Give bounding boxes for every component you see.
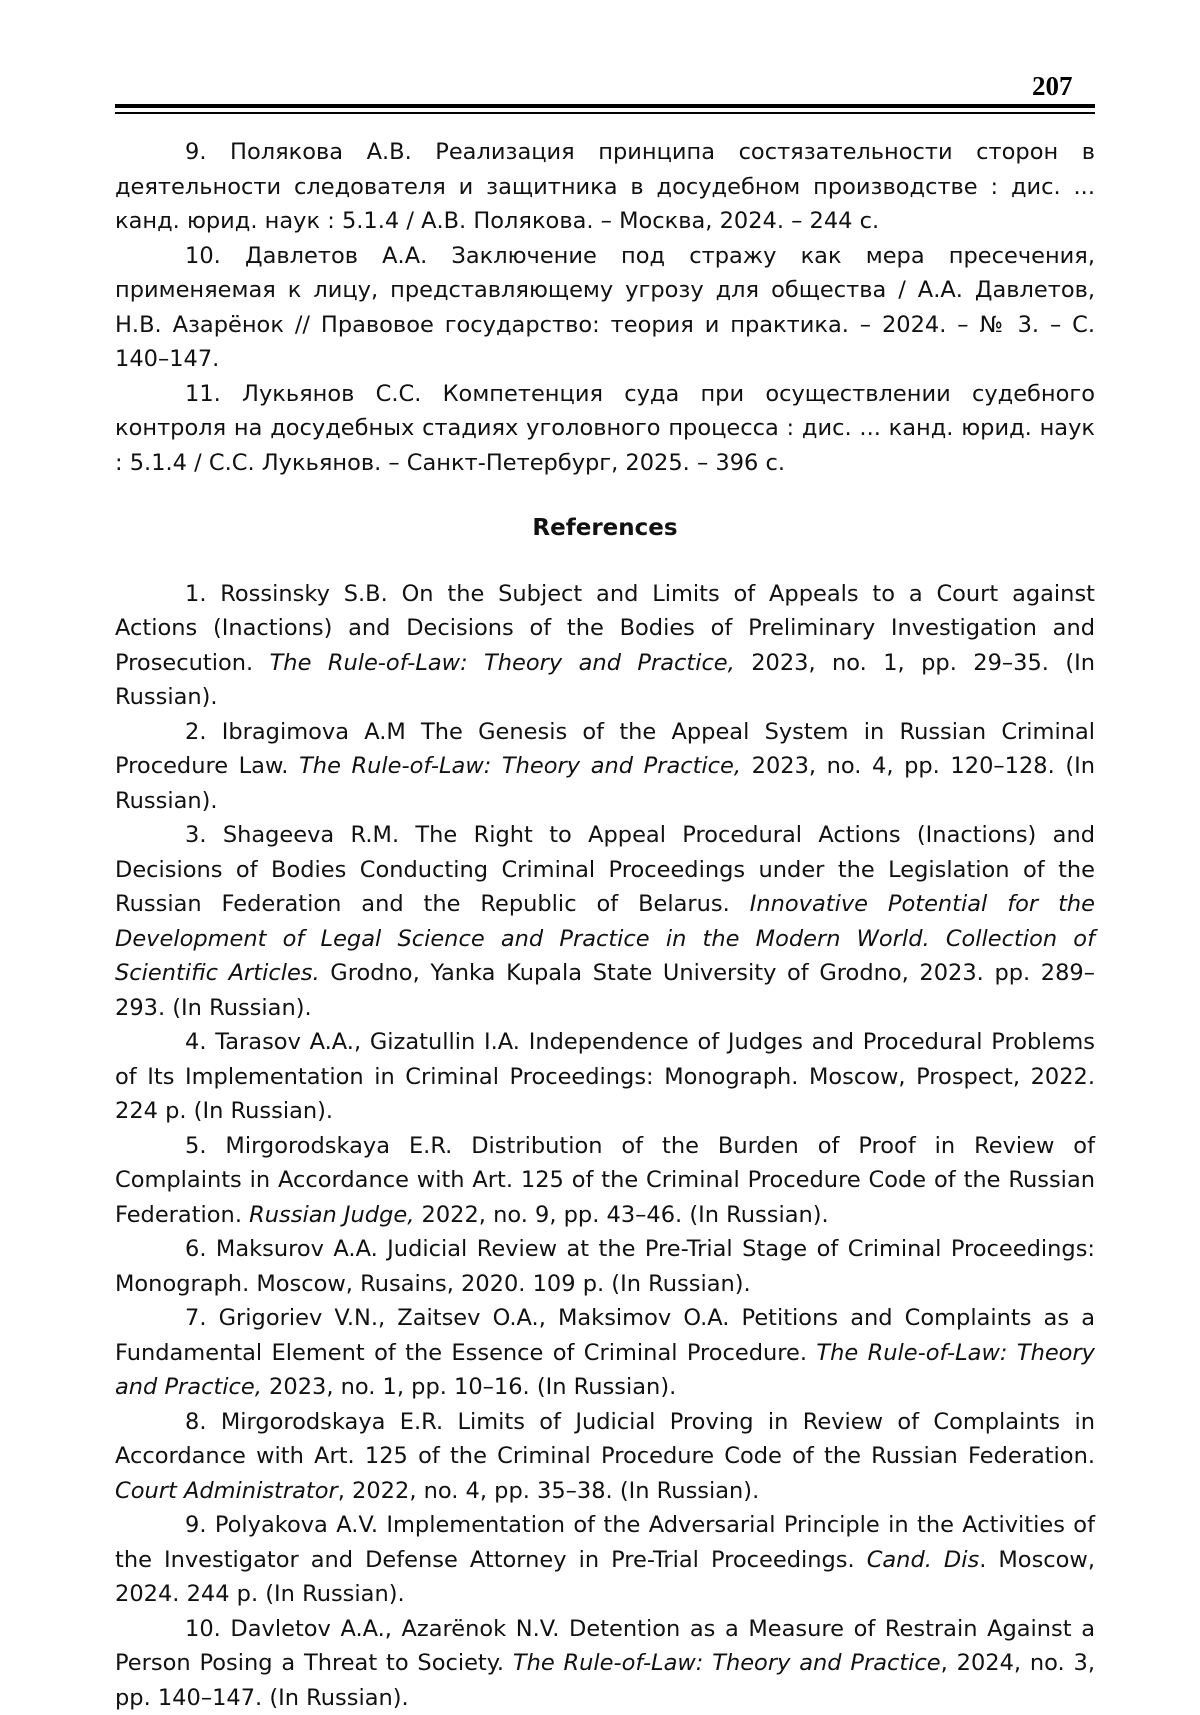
source-entry <box>115 239 1095 377</box>
reference-entry <box>115 577 1095 715</box>
entry-source-title: Innovative Potential for the Development of Legal Science and Practice in the Modern World. Collection of Scientific Articles. <box>115 891 1095 986</box>
reference-entry <box>115 1508 1095 1612</box>
russian-source-list <box>115 135 1095 480</box>
entry-source-title: Court Administrator <box>115 1478 338 1504</box>
entry-number: 3. <box>185 822 206 848</box>
reference-entry <box>115 1612 1095 1715</box>
entry-number: 7. <box>185 1305 206 1331</box>
header-rule-thin <box>115 112 1095 114</box>
entry-details: . Moscow, 2024. 244 p. (In Russian). <box>115 1547 1095 1608</box>
reference-entry <box>115 1301 1095 1405</box>
page-number: 207 <box>1032 70 1073 102</box>
entry-text: Mirgorodskaya E.R. Distribution of the Burden of Proof in Review of Complaints in Accordance with Art. 125 of the Criminal Procedure Code of the Russian Federation. <box>115 1133 1095 1228</box>
entry-text: Mirgorodskaya E.R. Limits of Judicial Proving in Review of Complaints in Accordance with Art. 125 of the Criminal Procedure Code of the Russian Federation. <box>115 1409 1095 1470</box>
entry-number: 8. <box>185 1409 206 1435</box>
entry-number: 6. <box>185 1236 206 1262</box>
entry-text: Grigoriev V.N., Zaitsev O.A., Maksimov O.A. Petitions and Complaints as a Fundamental Element of the Essence of Criminal Procedure. <box>115 1305 1095 1366</box>
header-rule-thick <box>115 104 1095 108</box>
entry-text: Maksurov A.A. Judicial Review at the Pre-Trial Stage of Criminal Proceedings: Monograph. Moscow, Rusains, 2020. 109 p. (In Russian). <box>115 1236 1095 1297</box>
entry-number: 10. <box>185 243 221 269</box>
reference-entry <box>115 1232 1095 1301</box>
entry-number: 9. <box>185 139 206 165</box>
entry-text: Ibragimova A.M The Genesis of the Appeal System in Russian Criminal Procedure Law. <box>115 719 1095 780</box>
entry-details: 2023, no. 1, pp. 10–16. (In Russian). <box>262 1374 676 1400</box>
entry-number: 1. <box>185 581 206 607</box>
reference-entry <box>115 715 1095 819</box>
entry-details: Grodno, Yanka Kupala State University of Grodno, 2023. pp. 289–293. (In Russian). <box>115 960 1095 1021</box>
entry-source-title: Russian Judge, <box>249 1202 414 1228</box>
entry-details: 2023, no. 4, pp. 120–128. (In Russian). <box>115 753 1095 814</box>
source-entry <box>115 377 1095 481</box>
references-heading: References <box>115 511 1095 546</box>
references-list <box>115 577 1095 1715</box>
entry-details: 2023, no. 1, pp. 29–35. (In Russian). <box>115 650 1095 711</box>
entry-number: 2. <box>185 719 206 745</box>
entry-source-title: The Rule-of-Law: Theory and Practice, <box>270 650 735 676</box>
entry-source-title: The Rule-of-Law: Theory and Practice, <box>299 753 741 779</box>
entry-source-title: The Rule-of-Law: Theory and Practice, <box>115 1340 1095 1401</box>
entry-text: Tarasov A.A., Gizatullin I.A. Independence of Judges and Procedural Problems of Its Implementation in Criminal Proceedings: Monograph. Moscow, Prospect, 2022. 224 p. (In Russian). <box>115 1029 1095 1124</box>
entry-source-title: Cand. Dis <box>867 1547 980 1573</box>
source-entry <box>115 135 1095 239</box>
reference-entry <box>115 1129 1095 1233</box>
entry-text: Давлетов А.А. Заключение под стражу как мера пресечения, применяемая к лицу, представляющему угрозу для общества / А.А. Давлетов, Н.В. Азарёнок // Правовое государство: теория и практика. – 2024. – № 3. – С. 140–147. <box>115 243 1095 373</box>
entry-text: Polyakova A.V. Implementation of the Adversarial Principle in the Activities of the Investigator and Defense Attorney in Pre-Trial Proceedings. <box>115 1512 1095 1573</box>
entry-text: Полякова А.В. Реализация принципа состязательности сторон в деятельности следователя и защитника в досудебном производстве : дис. ... канд. юрид. наук : 5.1.4 / А.В. Полякова. – Москва, 2024. – 244 с. <box>115 139 1095 234</box>
entry-number: 9. <box>185 1512 206 1538</box>
page-content <box>115 135 1095 1715</box>
reference-entry <box>115 1405 1095 1509</box>
entry-number: 4. <box>185 1029 206 1055</box>
entry-text: Davletov A.A., Azarënok N.V. Detention as a Measure of Restrain Against a Person Posing a Threat to Society. <box>115 1616 1095 1677</box>
entry-source-title: The Rule-of-Law: Theory and Practice <box>513 1650 941 1676</box>
entry-text: Лукьянов С.С. Компетенция суда при осуществлении судебного контроля на досудебных стадиях уголовного процесса : дис. ... канд. юрид. наук : 5.1.4 / С.С. Лукьянов. – Санкт-Петербург, 2025. – 396 с. <box>115 381 1095 476</box>
entry-text: Rossinsky S.B. On the Subject and Limits of Appeals to a Court against Actions (Inactions) and Decisions of the Bodies of Preliminary Investigation and Prosecution. <box>115 581 1095 676</box>
entry-number: 10. <box>185 1616 221 1642</box>
entry-text: Shageeva R.M. The Right to Appeal Procedural Actions (Inactions) and Decisions of Bodies Conducting Criminal Proceedings under the Legislation of the Russian Federation and the Republic of Belarus. <box>115 822 1095 917</box>
reference-entry <box>115 1025 1095 1129</box>
entry-number: 5. <box>185 1133 206 1159</box>
entry-details: , 2022, no. 4, pp. 35–38. (In Russian). <box>338 1478 760 1504</box>
entry-details: , 2024, no. 3, pp. 140–147. (In Russian). <box>115 1650 1095 1711</box>
entry-number: 11. <box>185 381 221 407</box>
entry-details: 2022, no. 9, pp. 43–46. (In Russian). <box>414 1202 828 1228</box>
reference-entry <box>115 818 1095 1025</box>
